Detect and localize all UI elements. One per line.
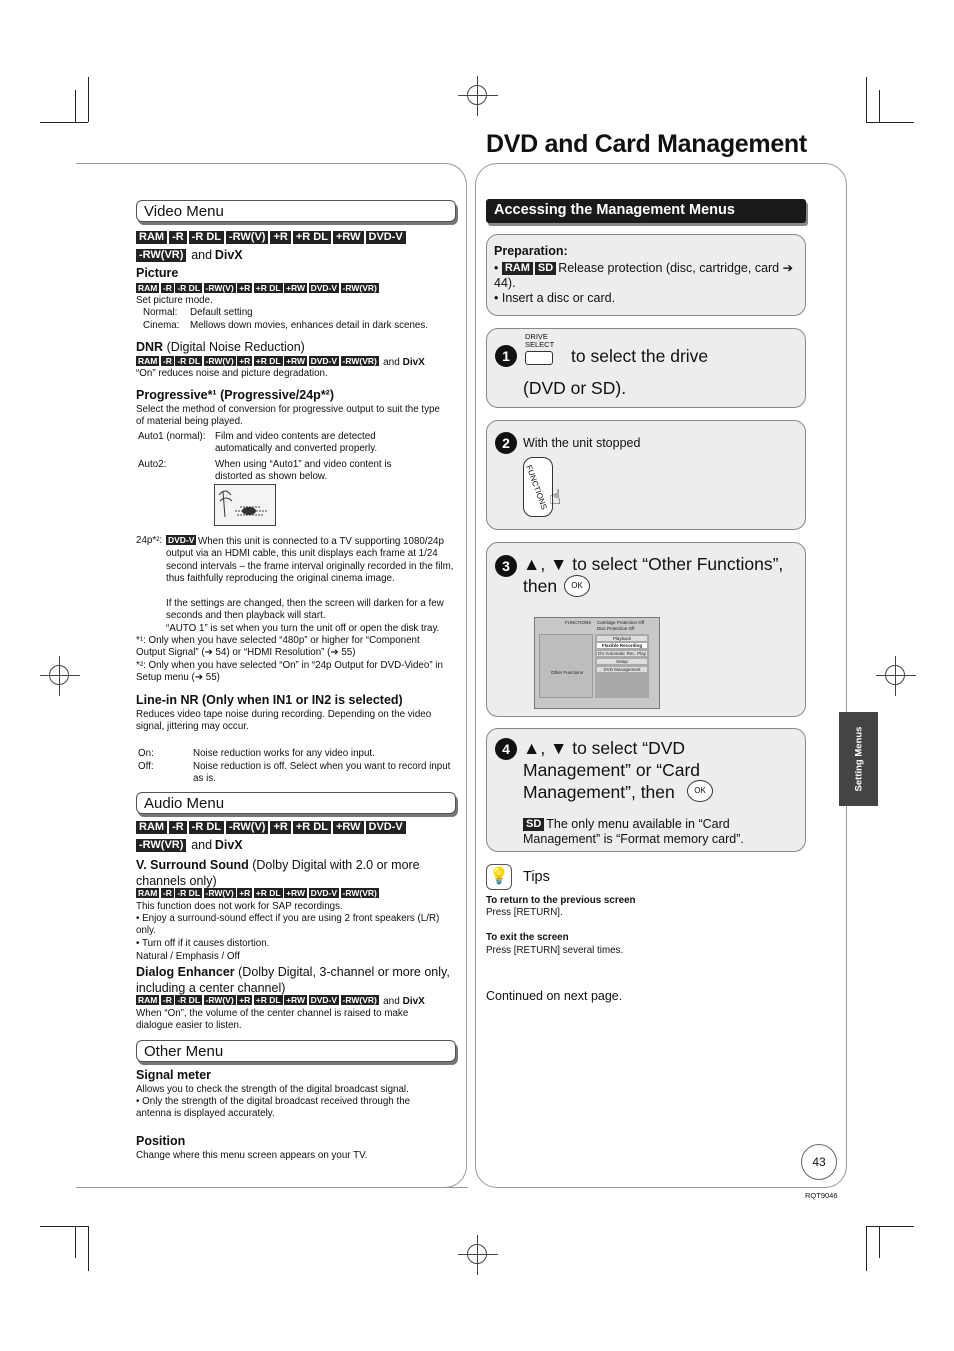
picture-title: Picture bbox=[136, 266, 179, 280]
linein-title: Line-in NR (Only when IN1 or IN2 is selected) bbox=[136, 693, 403, 707]
linein-on-value: Noise reduction works for any video input. bbox=[193, 748, 375, 759]
step-1-number: 1 bbox=[495, 345, 517, 367]
step-4-note: SD The only menu available in “Card Management” is “Format memory card”. bbox=[523, 817, 744, 846]
side-tab: Setting Menus bbox=[839, 712, 878, 806]
functions-button: FUNCTIONS bbox=[523, 457, 553, 517]
dnr-title: DNR (Digital Noise Reduction) bbox=[136, 340, 305, 354]
picture-cinema-value: Mellows down movies, enhances detail in dark scenes. bbox=[190, 320, 428, 331]
picture-discs: RAM -R -R DL -RW(V) +R +R DL +RW DVD-V -RW(VR) bbox=[138, 283, 377, 293]
signal-meter-line-2: • Only the strength of the digital broadcast received through the antenna is displayed accurately. bbox=[136, 1096, 411, 1120]
picture-normal-key: Normal: bbox=[143, 307, 178, 318]
dialog-discs: RAM -R -R DL -RW(V) +R +R DL +RW DVD-V -RW(VR) and DivX bbox=[138, 995, 425, 1007]
tips-icon: 💡 bbox=[486, 864, 512, 890]
step-2-box bbox=[486, 420, 806, 530]
picture-cinema-key: Cinema: bbox=[143, 320, 180, 331]
video-menu-discs: RAM -R -R DL -RW(V) +R +R DL +RW DVD-V -RW(VR) and DivX bbox=[136, 231, 456, 265]
linein-desc: Reduces video tape noise during recording. Depending on the video signal, jittering may occur. bbox=[136, 709, 432, 733]
progressive-desc: Select the method of conversion for progressive output to suit the type of material being played. bbox=[136, 404, 440, 428]
auto1-key: Auto1 (normal): bbox=[138, 431, 206, 442]
registration-mark bbox=[467, 1244, 487, 1264]
preparation-item-1: • RAM SD Release protection (disc, cartridge, card ➔ 44). bbox=[494, 261, 794, 290]
preparation-box bbox=[486, 234, 806, 316]
page-title: DVD and Card Management bbox=[486, 130, 807, 158]
vsurround-line-1: This function does not work for SAP recordings. bbox=[136, 901, 343, 912]
registration-mark bbox=[885, 665, 905, 685]
tip-2-text: Press [RETURN] several times. bbox=[486, 945, 624, 956]
vsurround-line-3: • Turn off if it causes distortion. bbox=[136, 938, 270, 949]
step-4-text-b: Management” or “Card bbox=[523, 760, 701, 780]
tip-1-title: To return to the previous screen bbox=[486, 895, 636, 906]
audio-menu-discs: RAM -R -R DL -RW(V) +R +R DL +RW DVD-V -RW(VR) and DivX bbox=[136, 821, 456, 855]
drive-select-button: DRIVE SELECT bbox=[525, 333, 555, 363]
page-number: 43 bbox=[801, 1144, 837, 1180]
step-1-text-a: to select the drive bbox=[571, 346, 709, 366]
signal-meter-title: Signal meter bbox=[136, 1068, 212, 1082]
dnr-discs: RAM -R -R DL -RW(V) +R +R DL +RW DVD-V -RW(VR) and DivX bbox=[138, 356, 425, 368]
preparation-item-2: • Insert a disc or card. bbox=[494, 291, 616, 305]
vsurround-line-2: • Enjoy a surround-sound effect if you are using 2 front speakers (L/R) only. bbox=[136, 913, 440, 937]
document-code: RQT9046 bbox=[805, 1191, 838, 1200]
signal-meter-line-1: Allows you to check the strength of the digital broadcast signal. bbox=[136, 1084, 409, 1095]
linein-off-value: Noise reduction is off. Select when you want to record input as is. bbox=[193, 761, 451, 785]
step-3-number: 3 bbox=[495, 555, 517, 577]
p24-key: 24p*²: bbox=[136, 535, 163, 546]
video-menu-heading: Video Menu bbox=[136, 200, 456, 222]
step-2-text: With the unit stopped bbox=[523, 436, 641, 450]
step-1-box bbox=[486, 328, 806, 408]
step-3-box bbox=[486, 542, 806, 717]
other-menu-heading: Other Menu bbox=[136, 1040, 456, 1062]
vsurround-title: V. Surround Sound (Dolby Digital with 2.0 or more channels only) bbox=[136, 858, 420, 888]
dnr-desc: “On” reduces noise and picture degradation. bbox=[136, 368, 328, 379]
step-4-text-c: Management”, then bbox=[523, 782, 675, 802]
progressive-title: Progressive*¹ (Progressive/24p*²) bbox=[136, 388, 335, 402]
vsurround-discs: RAM -R -R DL -RW(V) +R +R DL +RW DVD-V -RW(VR) bbox=[138, 888, 377, 898]
accessing-heading: Accessing the Management Menus bbox=[486, 199, 806, 223]
picture-normal-value: Default setting bbox=[190, 307, 253, 318]
tips-heading: Tips bbox=[523, 869, 550, 885]
step-4-text-a: ▲, ▼ to select “DVD bbox=[523, 738, 686, 758]
continued-note: Continued on next page. bbox=[486, 989, 623, 1003]
step-4-number: 4 bbox=[495, 738, 517, 760]
audio-menu-heading: Audio Menu bbox=[136, 792, 456, 814]
vsurround-line-4: Natural / Emphasis / Off bbox=[136, 951, 240, 962]
registration-mark bbox=[467, 85, 487, 105]
ok-button-icon: OK bbox=[687, 780, 713, 802]
p24-settings-note: If the settings are changed, then the screen will darken for a few seconds and then playback will start. bbox=[166, 598, 444, 622]
linein-on-key: On: bbox=[138, 748, 154, 759]
tip-2-title: To exit the screen bbox=[486, 932, 569, 943]
auto2-key: Auto2: bbox=[138, 459, 167, 470]
p24-value: DVD-V When this unit is connected to a TV supporting 1080/24p output via an HDMI cable, this unit displays each frame at 1/24 second intervals – the frame interval originally recorded in the film, thus faithfully reproducing the original cinema image. bbox=[166, 535, 454, 585]
position-title: Position bbox=[136, 1134, 186, 1148]
footnote-2: *²: Only when you have selected “On” in “24p Output for DVD-Video” in Setup menu (➔ 55) bbox=[136, 660, 443, 684]
distortion-illustration bbox=[214, 484, 276, 526]
step-3-text-a: ▲, ▼ to select “Other Functions”, bbox=[523, 554, 784, 574]
linein-off-key: Off: bbox=[138, 761, 154, 772]
registration-mark bbox=[49, 665, 69, 685]
pointing-hand-icon: ☝ bbox=[549, 487, 562, 509]
auto1-value: Film and video contents are detected automatically and converted properly. bbox=[215, 431, 378, 455]
p24-auto-note: “AUTO 1” is set when you turn the unit off or open the disk tray. bbox=[166, 623, 440, 634]
picture-desc: Set picture mode. bbox=[136, 295, 213, 306]
step-4-box bbox=[486, 728, 806, 852]
step-3-text-b: then bbox=[523, 576, 558, 596]
preparation-title: Preparation: bbox=[494, 244, 568, 258]
footnote-1: *¹: Only when you have selected “480p” or higher for “Component Output Signal” (➔ 54) or “HDMI Resolution” (➔ 55) bbox=[136, 635, 420, 659]
tip-1-text: Press [RETURN]. bbox=[486, 907, 563, 918]
position-desc: Change where this menu screen appears on your TV. bbox=[136, 1150, 368, 1161]
functions-screen: FUNCTIONS Cartridge Protection Off Disc Protection Off Playback Flexible Recording DV Automatic Rec. Play Setup DVD Management Other Functions bbox=[534, 617, 660, 709]
ok-button-icon: OK bbox=[564, 575, 590, 597]
dialog-desc: When “On”, the volume of the center channel is raised to make dialogue easier to listen. bbox=[136, 1008, 409, 1032]
step-2-number: 2 bbox=[495, 432, 517, 454]
auto2-value: When using “Auto1” and video content is distorted as shown below. bbox=[215, 459, 392, 483]
step-1-text-b: (DVD or SD). bbox=[523, 378, 627, 398]
dialog-title: Dialog Enhancer (Dolby Digital, 3-channel or more only, including a center channel) bbox=[136, 965, 450, 995]
